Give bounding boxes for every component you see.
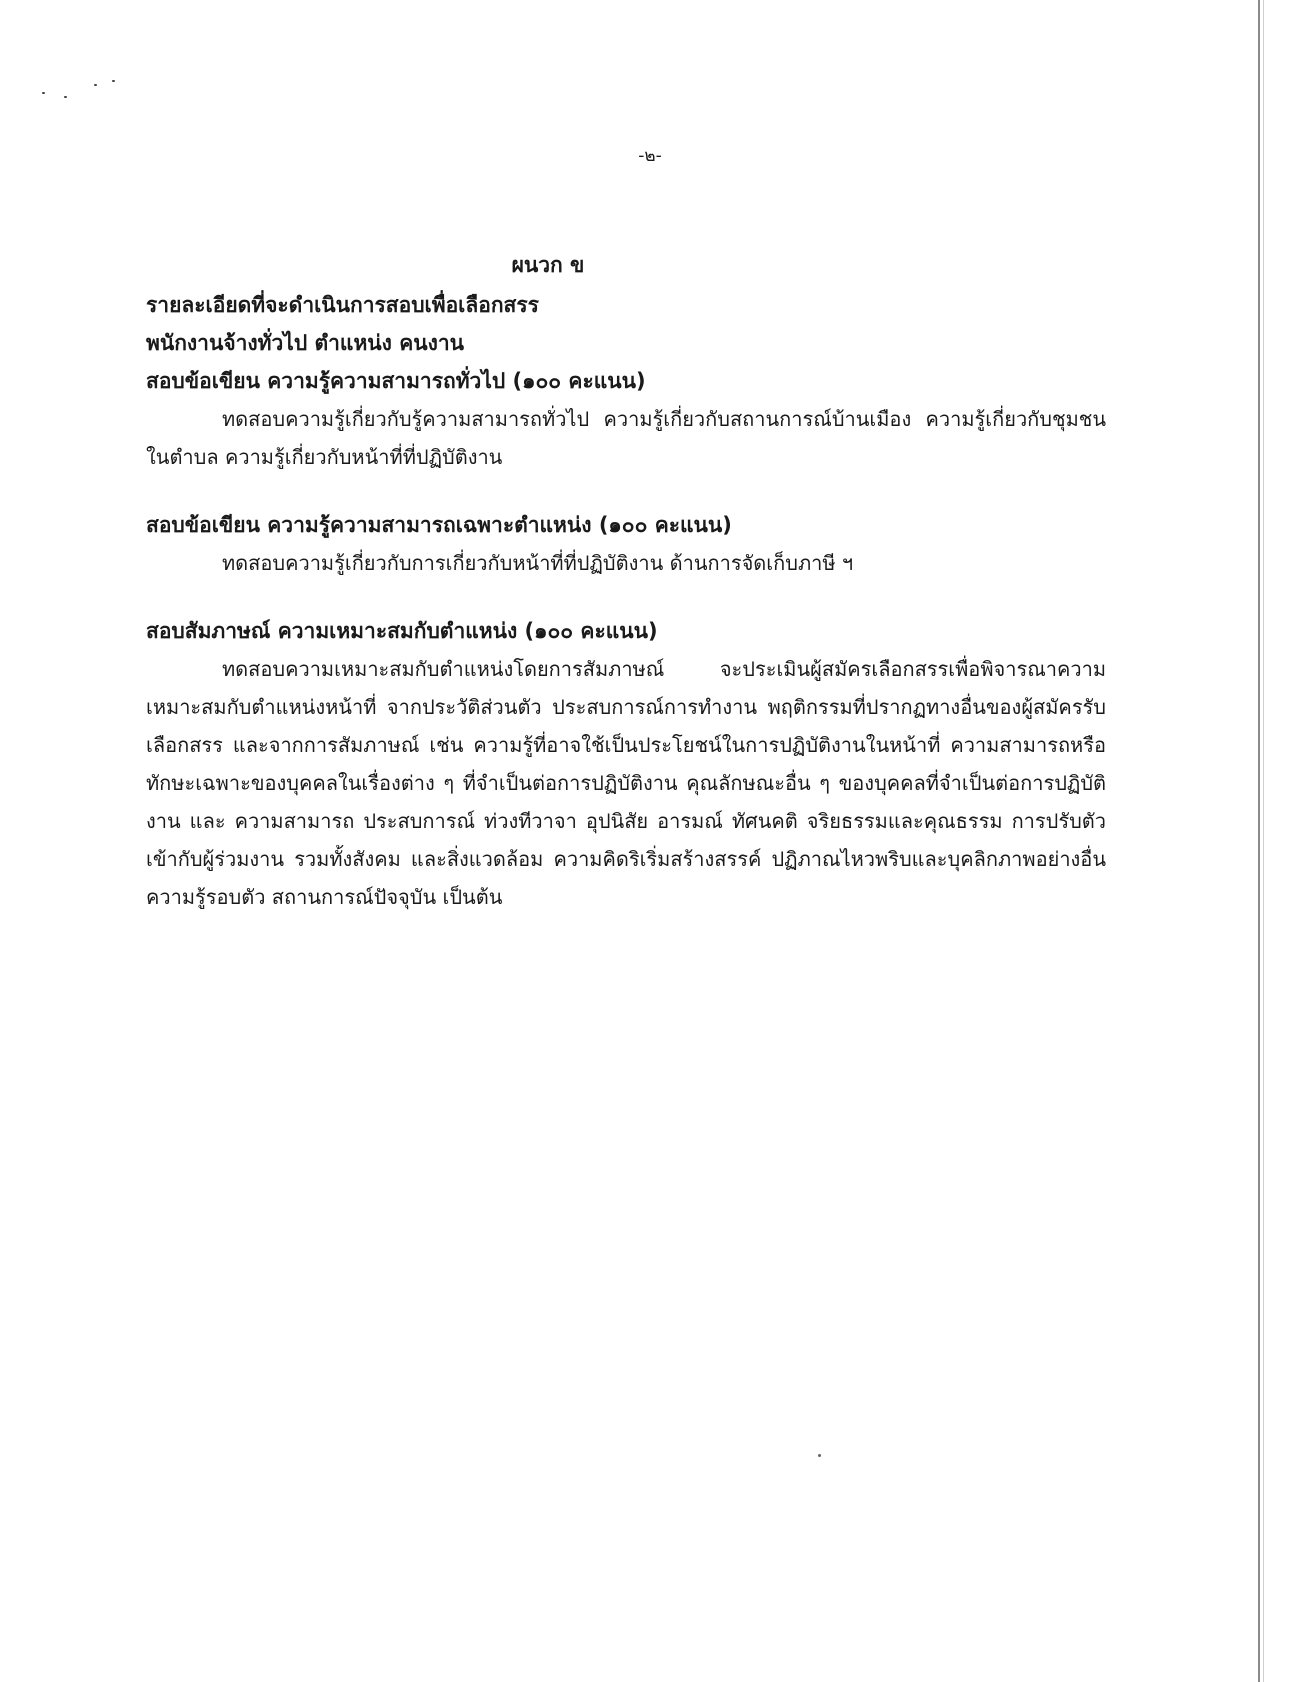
section-heading-interview: สอบสัมภาษณ์ ความเหมาะสมกับตำแหน่ง (๑๐๐ คะแนน) [146, 619, 658, 643]
scan-specks [42, 78, 132, 102]
scan-speck [42, 92, 45, 94]
section-heading-general-knowledge: สอบข้อเขียน ความรู้ความสามารถทั่วไป (๑๐๐ คะแนน) [146, 369, 646, 393]
section-body-position-knowledge: ทดสอบความรู้เกี่ยวกับการเกี่ยวกับหน้าที่ที่ปฏิบัติงาน ด้านการจัดเก็บภาษี ฯ [222, 551, 854, 575]
scan-edge-shadow [1263, 0, 1264, 1682]
scan-speck [818, 1454, 821, 1457]
section-body-interview: ทดสอบความเหมาะสมกับตำแหน่งโดยการสัมภาษณ์ จะประเมินผู้สมัครเลือกสรรเพื่อพิจารณาความเหมาะสมกับตำแหน่งหน้าที่ จากประวัติส่วนตัว ประสบการณ์การทำงาน พฤติกรรมที่ปรากฏทางอื่นของผู้สมัครรับเลือกสรร และจากการสัมภาษณ์ เช่น ความรู้ที่อาจใช้เป็นประโยชน์ในการปฏิบัติงานในหน้าที่ ความสามารถหรือทักษะเฉพาะของบุคคลในเรื่องต่าง ๆ ที่จำเป็นต่อการปฏิบัติงาน คุณลักษณะอื่น ๆ ของบุคคลที่จำเป็นต่อการปฏิบัติงาน และ ความสามารถ ประสบการณ์ ท่วงทีวาจา อุปนิสัย อารมณ์ ทัศนคติ จริยธรรมและคุณธรรม การปรับตัวเข้ากับผู้ร่วมงาน รวมทั้งสังคม และสิ่งแวดล้อม ความคิดริเริ่มสร้างสรรค์ ปฏิภาณไหวพริบและบุคลิกภาพอย่างอื่น ความรู้รอบตัว สถานการณ์ปัจจุบัน เป็นต้น [146, 657, 1106, 909]
document-body [146, 250, 1106, 916]
scan-speck [94, 84, 97, 86]
scan-edge-line [1258, 0, 1260, 1682]
section-spacer [146, 582, 1106, 612]
section-spacer [146, 476, 1106, 506]
annex-title: ผนวก ข [511, 253, 585, 277]
document-title-line: รายละเอียดที่จะดำเนินการสอบเพื่อเลือกสรร [146, 293, 539, 317]
scan-speck [112, 80, 115, 82]
section-body-general-knowledge: ทดสอบความรู้เกี่ยวกับรู้ความสามารถทั่วไป ความรู้เกี่ยวกับสถานการณ์บ้านเมือง ความรู้เกี่ยวกับชุมชนในตำบล ความรู้เกี่ยวกับหน้าที่ที่ปฏิบัติงาน [146, 407, 1106, 469]
scan-speck [64, 96, 67, 98]
page-number: -๒- [638, 146, 662, 166]
section-heading-position-knowledge: สอบข้อเขียน ความรู้ความสามารถเฉพาะตำแหน่ง (๑๐๐ คะแนน) [146, 513, 732, 537]
position-line: พนักงานจ้างทั่วไป ตำแหน่ง คนงาน [146, 331, 465, 355]
